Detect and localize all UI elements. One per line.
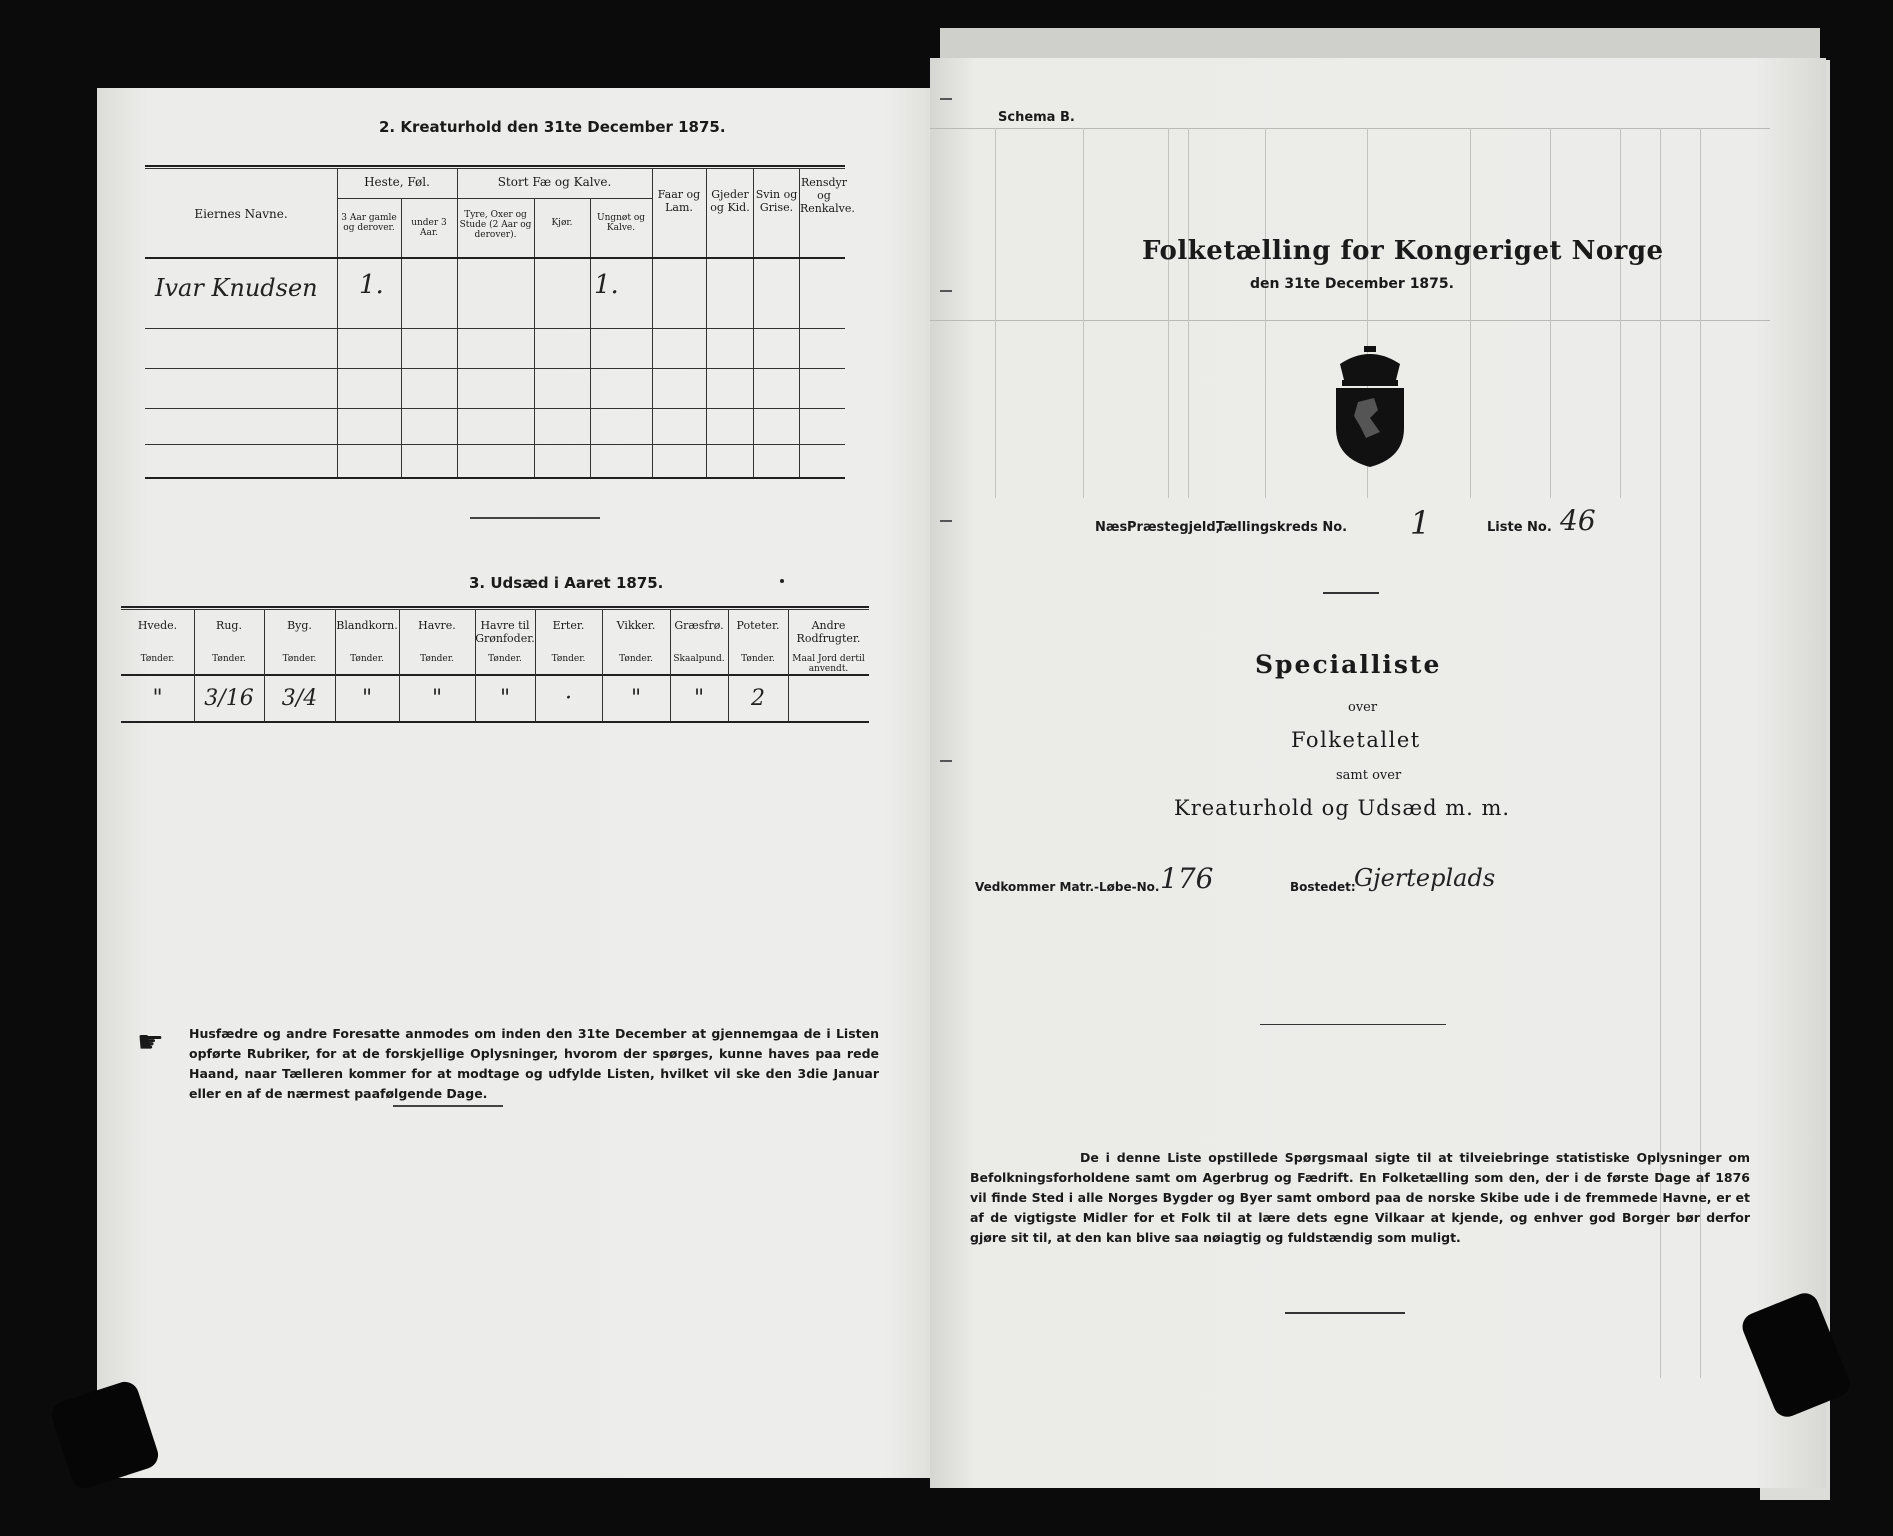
kreaturhold-title: Kreaturhold og Udsæd m. m. [1174,796,1511,820]
date: den 31te December 1875. [1250,276,1454,292]
bleed-through-margin [101,148,149,1348]
table-header-rule [145,257,845,259]
prestegjeld-label: Præstegjeld, [1127,520,1221,535]
udsaed-col-header: Vikker. [616,619,656,632]
udsaed-col-unit: Tønder. [282,654,317,664]
col-kjor-header: Kjør. [551,218,573,228]
col-gjeder-header: Gjeder og Kid. [710,188,750,214]
section3-title: 3. Udsæd i Aaret 1875. [469,574,664,592]
tellingskreds-label: Tællingskreds No. [1216,520,1348,535]
udsaed-value-cell: 3/4 [281,686,318,711]
udsaed-col-unit: Tønder. [551,654,586,664]
right-page [930,58,1826,1488]
heste-old-cell: 1. [359,270,384,300]
udsaed-col-unit: Tønder. [212,654,246,664]
specialliste: Specialliste [1255,650,1442,679]
udsaed-col-header: Andre Rodfrugter. [796,619,861,645]
liste-value: 46 [1560,504,1596,537]
samt-over-label: samt over [1336,768,1402,783]
title: Folketælling for Kongeriget Norge [1142,236,1664,266]
udsaed-col-unit: Tønder. [140,654,175,664]
udsaed-col-unit: Tønder. [488,654,522,664]
col-faar-header: Faar og Lam. [657,188,701,214]
matr-label: Vedkommer Matr.-Løbe-No. [975,880,1160,894]
bostedet-value: Gjerteplads [1354,864,1496,892]
udsaed-value-cell: · [565,686,572,711]
udsaed-col-header: Havre til Grønfoder. [475,619,535,645]
udsaed-col-header: Byg. [287,619,312,632]
udsaed-col-unit: Tønder. [420,654,454,664]
udsaed-col-header: Havre. [418,619,456,632]
separator-bottom [393,1105,503,1107]
udsaed-value-cell: " [499,686,511,711]
col-tyre-header: Tyre, Oxer og Stude (2 Aar og derover). [459,210,532,240]
col-heste-old-header: 3 Aar gamle og derover. [341,213,397,233]
udsaed-top-rule [121,606,869,608]
udsaed-col-header: Blandkorn. [336,619,398,632]
udsaed-col-header: Rug. [216,619,242,632]
group-heste-header: Heste, Føl. [364,175,430,189]
udsaed-col-header: Poteter. [736,619,780,632]
kjor-cell: 1. [594,270,619,300]
matr-value: 176 [1160,862,1214,895]
table-top-rule-inner [145,168,845,169]
udsaed-col-unit: Tønder. [619,654,653,664]
col-svin-header: Svin og Grise. [755,188,798,214]
footer-text: De i denne Liste opstillede Spørgsmaal sigte til at tilveiebringe statistiske Oplysninger om Befolkningsforholdene samt om Agerbrug og Fædrift. En Folketælling som den, der i de første Dage af 1876 vil finde Sted i alle Norges Bygder og Byer samt ombord paa de norske Skibe ude i de fremmede Havne, er et af de vigtigste Midler for et Folk til at lære dets egne Vilkaar at kjende, og enhver god Borger bør derfor gjøre sit til, at den kan blive saa nøiagtig og fuldstændig som muligt. [970,1150,1750,1245]
prestegjeld: Næs [1095,520,1128,535]
udsaed-col-unit: Tønder. [350,654,384,664]
udsaed-bottom-rule [121,721,869,723]
tellingskreds-value: 1 [1410,504,1431,542]
separator [470,517,600,519]
left-page [97,88,936,1478]
col-owner-header: Eiernes Navne. [194,207,288,221]
udsaed-col-header: Erter. [552,619,585,632]
udsaed-value-cell: " [431,686,443,711]
table-bottom-rule [145,477,845,479]
bostedet-label: Bostedet: [1290,880,1356,894]
col-rensdyr-header: Rensdyr og Renkalve. [800,176,855,215]
udsaed-col-header: Græsfrø. [674,619,724,632]
udsaed-value-cell: " [152,686,163,711]
udsaed-value-cell: 3/16 [204,686,254,711]
udsaed-col-unit: Skaalpund. [673,654,725,664]
udsaed-header-rule [121,674,869,676]
pointing-hand-icon: ☛ [137,1025,164,1060]
udsaed-col-unit: Maal Jord dertil anvendt. [792,654,865,674]
udsaed-col-header: Hvede. [137,619,178,632]
table-top-rule [145,165,845,167]
udsaed-value-cell: 2 [751,686,765,711]
udsaed-value-cell: " [361,686,373,711]
section2-title: 2. Kreaturhold den 31te December 1875. [379,118,726,136]
coat-of-arms-icon [1330,346,1410,468]
over-label: over [1348,700,1378,715]
col-ungnot-header: Ungnøt og Kalve. [596,213,645,233]
schema-label: Schema B. [998,110,1075,125]
udsaed-value-cell: " [630,686,642,711]
udsaed-col-unit: Tønder. [741,654,775,664]
folketallet: Folketallet [1291,728,1421,752]
notice-text: Husfædre og andre Foresatte anmodes om inden den 31te December at gjennemgaa de i Listen opførte Rubriker, for at de forskjellige Oplysninger, hvorom der spørges, kunne haves paa rede Haand, naar Tælleren kommer for at modtage og udfylde Listen, hvilket vil ske den 3die Januar eller en af de nærmest paafølgende Dage. [189,1026,879,1101]
col-heste-young-header: under 3 Aar. [411,218,447,238]
group-stort-header: Stort Fæ og Kalve. [497,175,612,189]
udsaed-value-cell: " [693,686,705,711]
owner-name-cell: Ivar Knudsen [155,274,318,302]
liste-label: Liste No. [1487,520,1552,535]
